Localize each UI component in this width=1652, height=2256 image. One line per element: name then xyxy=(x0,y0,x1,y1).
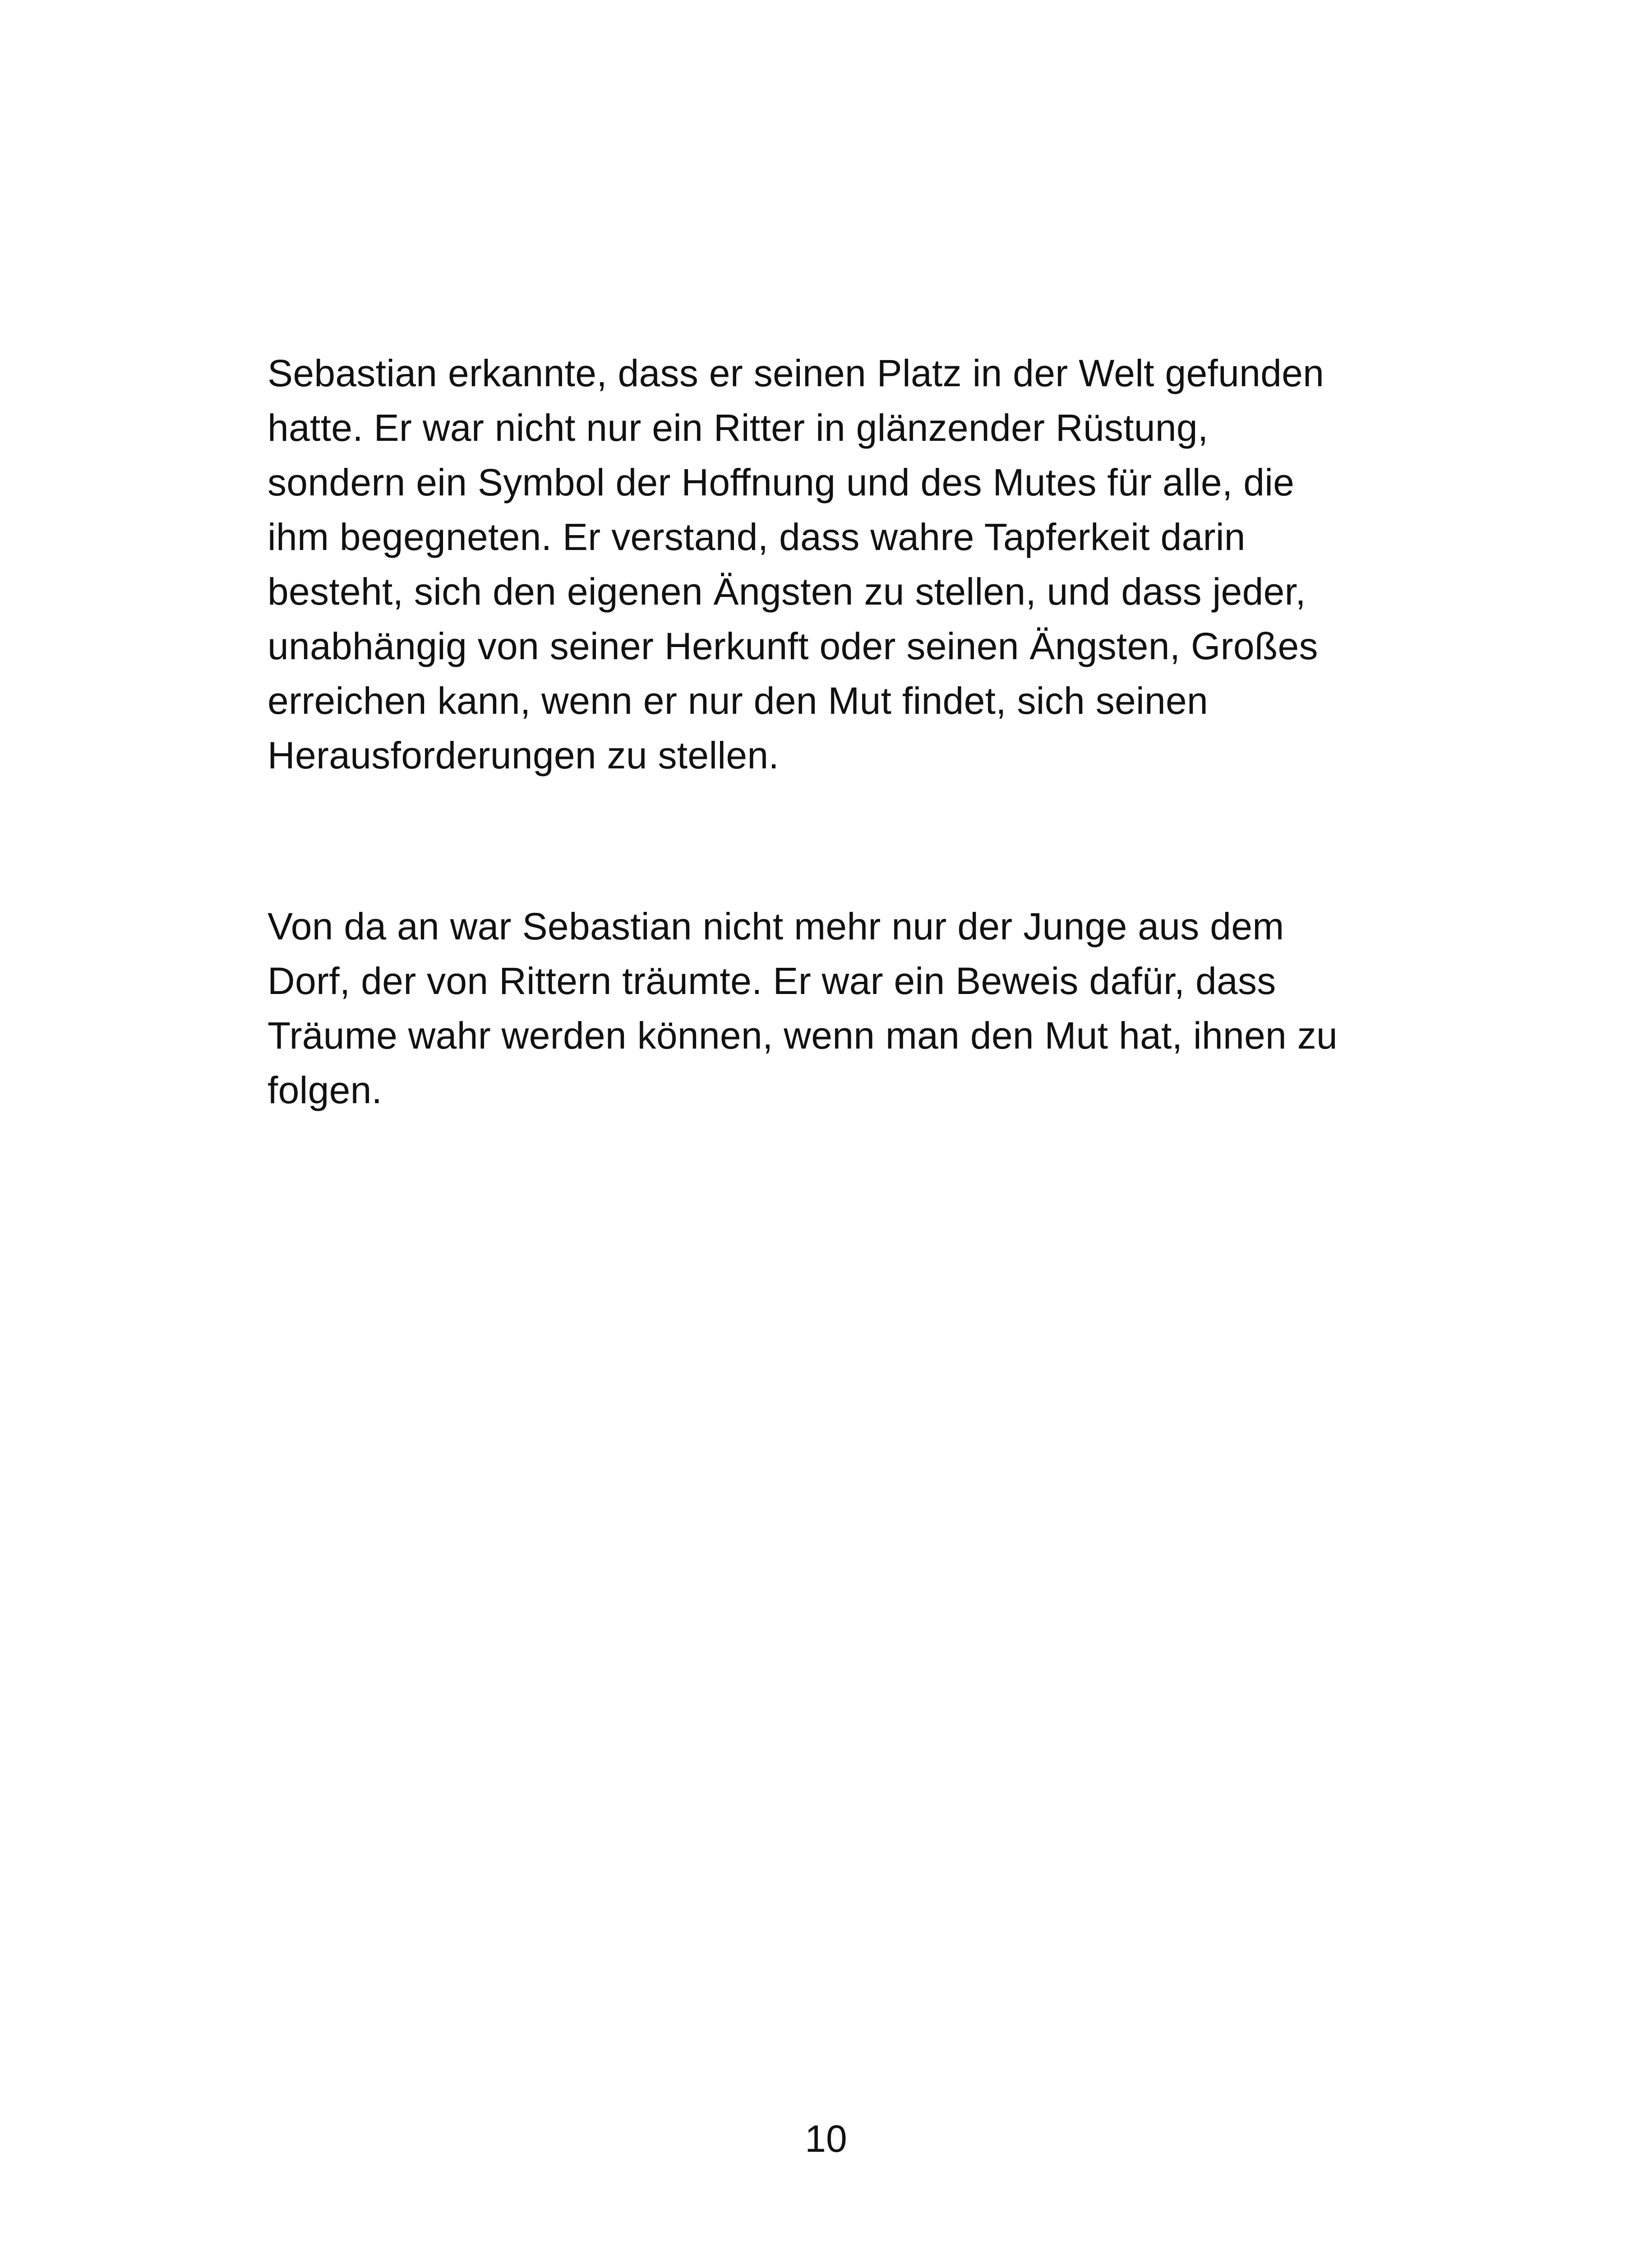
page-number: 10 xyxy=(805,2117,847,2160)
paragraph-line: Träume wahr werden können, wenn man den Mut hat, ihnen zu xyxy=(268,1014,1338,1057)
paragraph-line: Sebastian erkannte, dass er seinen Platz in der Welt gefunden xyxy=(268,352,1324,394)
paragraph-line: besteht, sich den eigenen Ängsten zu stellen, und dass jeder, xyxy=(268,570,1306,613)
paragraph-line: hatte. Er war nicht nur ein Ritter in glänzender Rüstung, xyxy=(268,407,1209,449)
paragraph-2 xyxy=(268,899,1404,1118)
paragraph-line: sondern ein Symbol der Hoffnung und des Mutes für alle, die xyxy=(268,461,1295,504)
paragraph-1 xyxy=(268,346,1404,783)
paragraph-line: Herausforderungen zu stellen. xyxy=(268,734,780,777)
paragraph-line: erreichen kann, wenn er nur den Mut findet, sich seinen xyxy=(268,680,1209,722)
paragraph-line: ihm begegneten. Er verstand, dass wahre Tapferkeit darin xyxy=(268,516,1246,558)
paragraph-line: Von da an war Sebastian nicht mehr nur der Junge aus dem xyxy=(268,905,1284,948)
paragraph-line: folgen. xyxy=(268,1069,383,1111)
paragraph-line: unabhängig von seiner Herkunft oder seinen Ängsten, Großes xyxy=(268,625,1318,667)
paragraph-line: Dorf, der von Rittern träumte. Er war ein Beweis dafür, dass xyxy=(268,960,1276,1002)
